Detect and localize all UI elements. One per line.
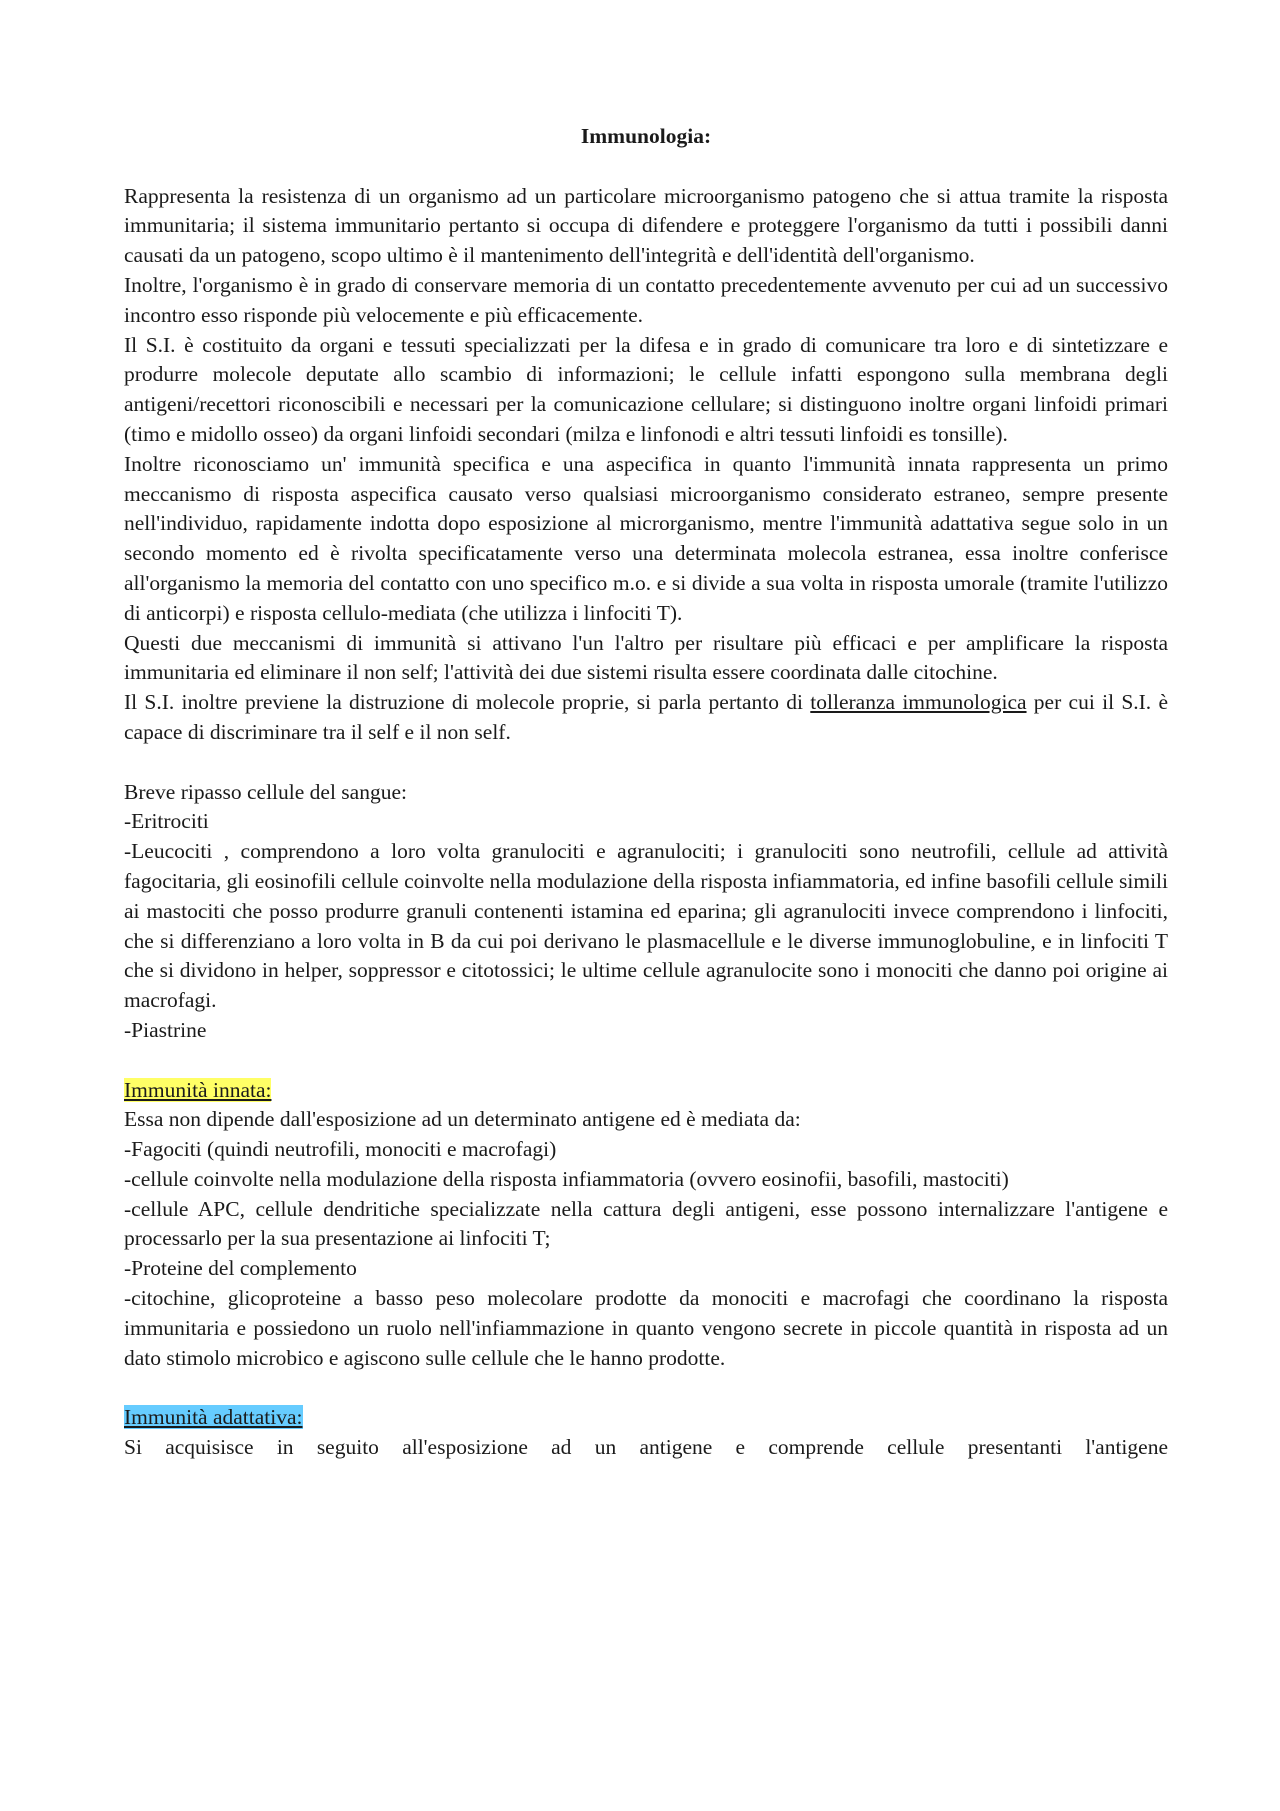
adaptive-heading: Immunità adattativa: (124, 1405, 303, 1430)
innate-heading: Immunità innata: (124, 1077, 272, 1102)
p6-text-before: Il S.I. inoltre previene la distruzione di molecole proprie, si parla pertanto di (124, 690, 811, 715)
intro-paragraph-6 (124, 688, 1168, 748)
adaptive-heading-line (124, 1403, 1168, 1433)
p6-text-after: per cui il S.I. è capace di discriminare tra il self e il non self. (124, 690, 1169, 744)
tolleranza-immunologica-term: tolleranza immunologica (810, 690, 1027, 715)
intro-paragraph-2: Inoltre, l'organismo è in grado di conservare memoria di un contatto precedentemente avvenuto per cui ad un successivo incontro esso risponde più velocemente e più efficacemente. (124, 272, 1168, 327)
blood-heading: Breve ripasso cellule del sangue: (124, 779, 407, 804)
innate-item-complemento: -Proteine del complemento (124, 1256, 357, 1281)
intro-paragraph-1: Rappresenta la resistenza di un organismo ad un particolare microorganismo patogeno che si attua tramite la risposta immunitaria; il sistema immunitario pertanto si occupa di difendere e proteggere l'organismo da tutti i possibili danni causati da un patogeno, scopo ultimo è il mantenimento dell'integrità e dell'identità dell'organismo. (124, 183, 1168, 268)
blood-item-piastrine: -Piastrine (124, 1017, 207, 1042)
innate-intro: Essa non dipende dall'esposizione ad un determinato antigene ed è mediata da: (124, 1107, 801, 1132)
innate-item-citochine: -citochine, glicoproteine a basso peso molecolare prodotte da monociti e macrofagi che coordinano la risposta immunitaria e possiedono un ruolo nell'infiammazione in quanto vengono secrete in piccole quantità in risposta ad un dato stimolo microbico e agiscono sulle cellule che le hanno prodotte. (124, 1286, 1168, 1370)
innate-item-fagociti: -Fagociti (quindi neutrofili, monociti e macrofagi) (124, 1137, 557, 1162)
innate-item-cellule-infiammatorie: -cellule coinvolte nella modulazione della risposta infiammatoria (ovvero eosinofii, basofili, mastociti) (124, 1166, 1009, 1191)
innate-heading-line (124, 1076, 1168, 1106)
spacer (124, 1373, 1168, 1403)
adaptive-intro: Si acquisisce in seguito all'esposizione ad un antigene e comprende cellule presentanti l'antigene (124, 1435, 1168, 1460)
spacer (124, 748, 1168, 778)
intro-paragraph-3: Il S.I. è costituito da organi e tessuti specializzati per la difesa e in grado di comunicare tra loro e di sintetizzare e produrre molecole deputate allo scambio di informazioni; le cellule infatti espongono sulla membrana degli antigeni/recettori riconoscibili e necessari per la comunicazione cellulare; si distinguono inoltre organi linfoidi primari (timo e midollo osseo) da organi linfoidi secondari (milza e linfonodi e altri tessuti linfoidi es tonsille). (124, 332, 1168, 446)
document-page (124, 122, 1168, 1463)
blood-item-eritrociti: -Eritrociti (124, 809, 209, 834)
innate-item-cellule-apc: -cellule APC, cellule dendritiche specializzate nella cattura degli antigeni, esse possono internalizzare l'antigene e processarlo per la sua presentazione ai linfociti T; (124, 1196, 1168, 1251)
blood-item-leucociti: -Leucociti , comprendono a loro volta granulociti e agranulociti; i granulociti sono neutrofili, cellule ad attività fagocitaria, gli eosinofili cellule coinvolte nella modulazione della risposta infiammatoria, ed infine basofili cellule simili ai mastociti che posso produrre granuli contenenti istamina ed eparina; gli agranulociti invece comprendono i linfociti, che si differenziano a loro volta in B da cui poi derivano le plasmacellule e le diverse immunoglobuline, e in linfociti T che si dividono in helper, soppressor e citotossici; le ultime cellule agranulocite sono i monociti che danno poi origine ai macrofagi. (124, 839, 1168, 1013)
intro-paragraph-4: Inoltre riconosciamo un' immunità specifica e una aspecifica in quanto l'immunità innata rappresenta un primo meccanismo di risposta aspecifica causato verso qualsiasi microorganismo considerato estraneo, sempre presente nell'individuo, rapidamente indotta dopo esposizione al microrganismo, mentre l'immunità adattativa segue solo in un secondo momento ed è rivolta specificatamente verso una determinata molecola estranea, essa inoltre conferisce all'organismo la memoria del contatto con uno specifico m.o. e si divide a sua volta in risposta umorale (tramite l'utilizzo di anticorpi) e risposta cellulo-mediata (che utilizza i linfociti T). (124, 451, 1168, 625)
intro-paragraph-5: Questi due meccanismi di immunità si attivano l'un l'altro per risultare più efficaci e per amplificare la risposta immunitaria ed eliminare il non self; l'attività dei due sistemi risulta essere coordinata dalle citochine. (124, 630, 1168, 685)
spacer (124, 1046, 1168, 1076)
document-title: Immunologia: (580, 124, 712, 148)
